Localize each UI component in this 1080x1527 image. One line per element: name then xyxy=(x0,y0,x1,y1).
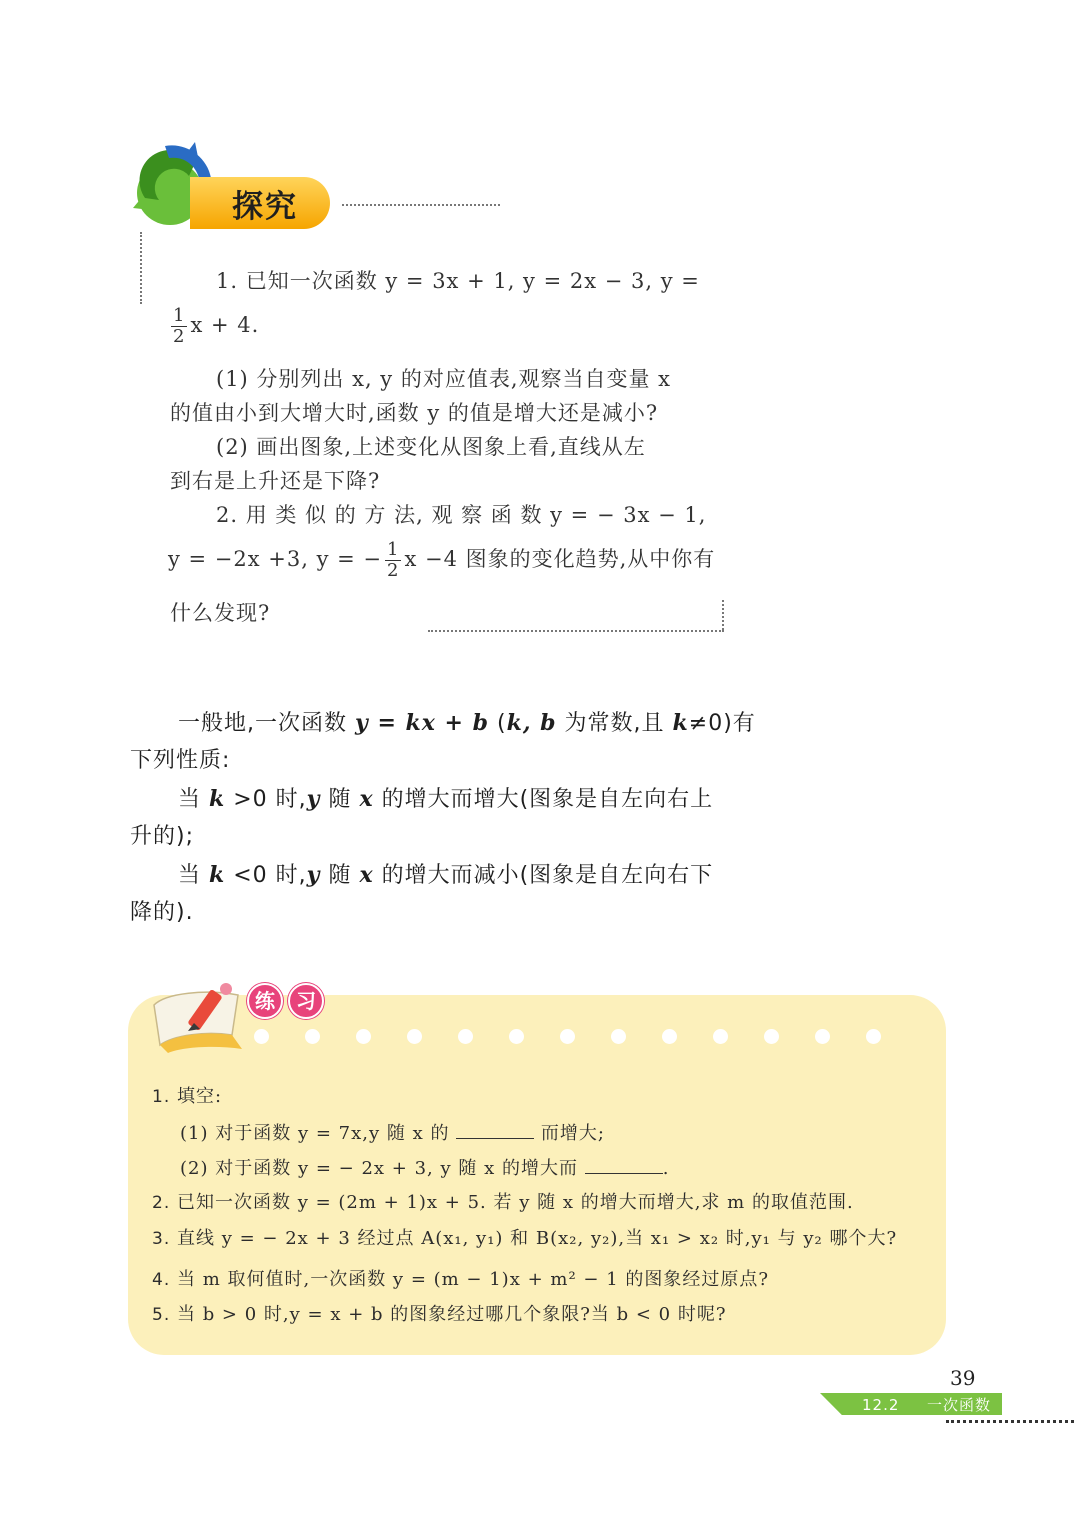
item-text: (1) 对于函数 y = 7x,y 随 x 的 xyxy=(180,1123,450,1144)
prop-text: 一般地,一次函数 xyxy=(178,711,355,736)
property-line2: 下列性质: xyxy=(130,748,231,773)
q2-line2-b: x −4 图象的变化趋势,从中你有 xyxy=(404,547,716,571)
explore-q2-line1: 2. 用 类 似 的 方 法, 观 察 函 数 y = − 3x − 1, xyxy=(216,503,707,527)
q1-line2-text: x + 4. xyxy=(190,313,260,337)
decor-dot xyxy=(866,1029,881,1044)
item-text: 已知一次函数 y = (2m + 1)x + 5. 若 y 随 x 的增大而增大,求 m 的取值范围. xyxy=(176,1192,854,1213)
fraction xyxy=(385,540,401,581)
item-number: 4. xyxy=(152,1270,171,1290)
explore-q2-line2 xyxy=(168,540,715,581)
page-number: 39 xyxy=(950,1366,976,1390)
q2-line2-a: y = −2x +3, y = − xyxy=(168,547,382,571)
decor-dot xyxy=(662,1029,677,1044)
item-number: 2. xyxy=(152,1193,171,1213)
decor-dot xyxy=(611,1029,626,1044)
prop-var: k, b xyxy=(506,710,557,736)
item-text-after: 而增大; xyxy=(540,1123,605,1144)
practice-item-1 xyxy=(152,1084,222,1110)
decor-dot xyxy=(815,1029,830,1044)
section-number: 12.2 xyxy=(862,1396,900,1414)
fraction xyxy=(171,306,187,347)
prop-var: k xyxy=(209,862,226,888)
explore-p1-line1: (1) 分别列出 x, y 的对应值表,观察当自变量 x xyxy=(216,367,672,391)
decor-dot xyxy=(458,1029,473,1044)
answer-blank[interactable] xyxy=(585,1155,663,1174)
prop-var: k xyxy=(672,710,689,736)
prop-var: y xyxy=(306,786,321,812)
decor-dot xyxy=(560,1029,575,1044)
practice-item-1-1 xyxy=(180,1120,605,1147)
section-title: 一次函数 xyxy=(926,1396,991,1414)
decor-dot xyxy=(764,1029,779,1044)
decor-dot xyxy=(254,1029,269,1044)
explore-q1-line1: 1. 已知一次函数 y = 3x + 1, y = 2x − 3, y = xyxy=(216,269,700,293)
pencil-paper-icon xyxy=(146,975,256,1055)
footer-divider xyxy=(946,1420,1074,1423)
item-number: 3. xyxy=(152,1229,171,1249)
explore-title: 探究 xyxy=(232,189,298,225)
explore-q1-line2 xyxy=(168,306,259,347)
fraction-numerator: 1 xyxy=(387,539,400,560)
prop-text: 的增大而增大(图象是自左向右上 xyxy=(373,787,714,812)
item-text: 填空: xyxy=(176,1086,223,1107)
property-line5 xyxy=(178,860,713,891)
item-text: (2) 对于函数 y = − 2x + 3, y 随 x 的增大而 xyxy=(180,1158,578,1179)
prop-text: 当 xyxy=(178,863,209,888)
decor-dot xyxy=(509,1029,524,1044)
prop-var: x xyxy=(359,786,374,812)
property-line1 xyxy=(178,708,756,739)
item-text: 当 m 取何值时,一次函数 y = (m − 1)x + m² − 1 的图象经过原点? xyxy=(176,1269,770,1290)
prop-text: 当 xyxy=(178,787,209,812)
prop-text: 为常数,且 xyxy=(556,711,673,736)
explore-divider-left xyxy=(140,232,142,304)
prop-text: 随 xyxy=(320,787,360,812)
explore-divider-right xyxy=(722,600,724,630)
answer-blank[interactable] xyxy=(456,1120,534,1139)
explore-q2-line3: 什么发现? xyxy=(170,601,271,625)
practice-item-5 xyxy=(152,1302,727,1328)
practice-item-4 xyxy=(152,1267,769,1293)
practice-title-char1: 练 xyxy=(247,983,283,1019)
prop-equation: y = kx + b xyxy=(355,710,490,736)
section-label xyxy=(862,1394,991,1415)
prop-var: x xyxy=(359,862,374,888)
property-line6: 降的). xyxy=(130,900,194,925)
fraction-numerator: 1 xyxy=(173,305,186,326)
explore-p1-line2: 的值由小到大增大时,函数 y 的值是增大还是减小? xyxy=(170,401,659,425)
prop-var: y xyxy=(306,862,321,888)
explore-p2-line2: 到右是上升还是下降? xyxy=(170,469,381,493)
decor-dot xyxy=(305,1029,320,1044)
fraction-denominator: 2 xyxy=(387,560,400,581)
practice-item-1-2 xyxy=(180,1155,669,1182)
fraction-denominator: 2 xyxy=(173,326,186,347)
property-line3 xyxy=(178,784,713,815)
decor-dot xyxy=(713,1029,728,1044)
prop-text: >0 时, xyxy=(225,787,307,812)
explore-p2-line1: (2) 画出图象,上述变化从图象上看,直线从左 xyxy=(216,435,646,459)
item-text: 直线 y = − 2x + 3 经过点 A(x₁, y₁) 和 B(x₂, y₂),当 x₁ > x₂ 时,y₁ 与 y₂ 哪个大? xyxy=(176,1228,898,1249)
practice-item-2 xyxy=(152,1190,854,1216)
practice-item-3 xyxy=(152,1226,897,1252)
prop-var: k xyxy=(209,786,226,812)
prop-text: 的增大而减小(图象是自左向右下 xyxy=(373,863,714,888)
item-text: 当 b > 0 时,y = x + b 的图象经过哪几个象限?当 b < 0 时呢? xyxy=(176,1304,727,1325)
explore-divider-top xyxy=(342,204,500,206)
prop-text: ≠0)有 xyxy=(688,711,756,736)
item-number: 5. xyxy=(152,1305,171,1325)
decor-dot xyxy=(356,1029,371,1044)
item-text-after: . xyxy=(662,1158,670,1179)
practice-title-char2: 习 xyxy=(288,983,324,1019)
item-number: 1. xyxy=(152,1087,171,1107)
explore-divider-bottom xyxy=(428,630,724,632)
prop-text: 随 xyxy=(320,863,360,888)
prop-text: <0 时, xyxy=(225,863,307,888)
decor-dot xyxy=(407,1029,422,1044)
property-line4: 升的); xyxy=(130,824,194,849)
prop-text: ( xyxy=(489,711,507,736)
